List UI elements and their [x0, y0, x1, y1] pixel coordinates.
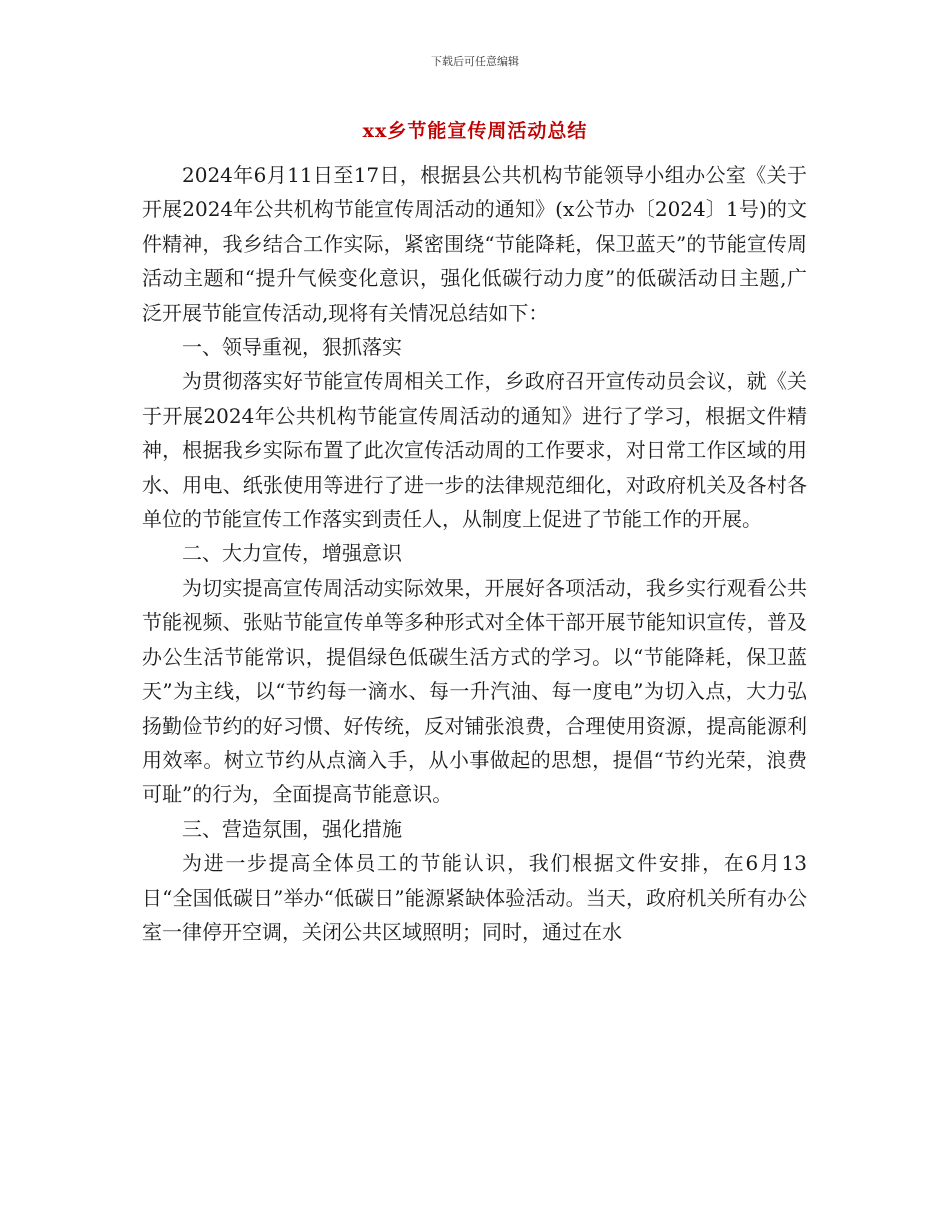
section-heading-1: 一、领导重视，狠抓落实: [182, 335, 402, 360]
header-note: 下载后可任意编辑: [431, 55, 519, 68]
section-heading-3: 三、营造氛围，强化措施: [182, 816, 402, 841]
document-title: xx乡节能宣传周活动总结: [362, 120, 588, 142]
section-3-paragraph: 为进一步提高全体员工的节能认识，我们根据文件安排，在6月13日“全国低碳日”举办“低碳日”能源紧缺体验活动。当天，政府机关所有办公室一律停开空调，关闭公共区域照明；同时，通过在水: [142, 851, 807, 944]
section-heading-2: 二、大力宣传，增强意识: [182, 541, 402, 566]
section-1-paragraph: 为贯彻落实好节能宣传周相关工作，乡政府召开宣传动员会议，就《关于开展2024年公共机构节能宣传周活动的通知》进行了学习，根据文件精神，根据我乡实际布置了此次宣传活动周的工作要求，对日常工作区域的用水、用电、纸张使用等进行了进一步的法律规范细化，对政府机关及各村各单位的节能宣传工作落实到责任人，从制度上促进了节能工作的开展。: [142, 369, 807, 532]
intro-paragraph: 2024年6月11日至17日，根据县公共机构节能领导小组办公室《关于开展2024年公共机构节能宣传周活动的通知》(x公节办〔2024〕1号)的文件精神，我乡结合工作实际，紧密围绕“节能降耗，保卫蓝天”的节能宣传周活动主题和“提升气候变化意识，强化低碳行动力度”的低碳活动日主题,广泛开展节能宣传活动,现将有关情况总结如下：: [142, 163, 807, 325]
document-body: [142, 158, 807, 949]
section-2-paragraph: 为切实提高宣传周活动实际效果，开展好各项活动，我乡实行观看公共节能视频、张贴节能宣传单等多种形式对全体干部开展节能知识宣传，普及办公生活节能常识，提倡绿色低碳生活方式的学习。以“节能降耗，保卫蓝天”为主线，以“节约每一滴水、每一升汽油、每一度电”为切入点，大力弘扬勤俭节约的好习惯、好传统，反对铺张浪费，合理使用资源，提高能源利用效率。树立节约从点滴入手，从小事做起的思想，提倡“节约光荣，浪费可耻”的行为，全面提高节能意识。: [142, 575, 807, 807]
